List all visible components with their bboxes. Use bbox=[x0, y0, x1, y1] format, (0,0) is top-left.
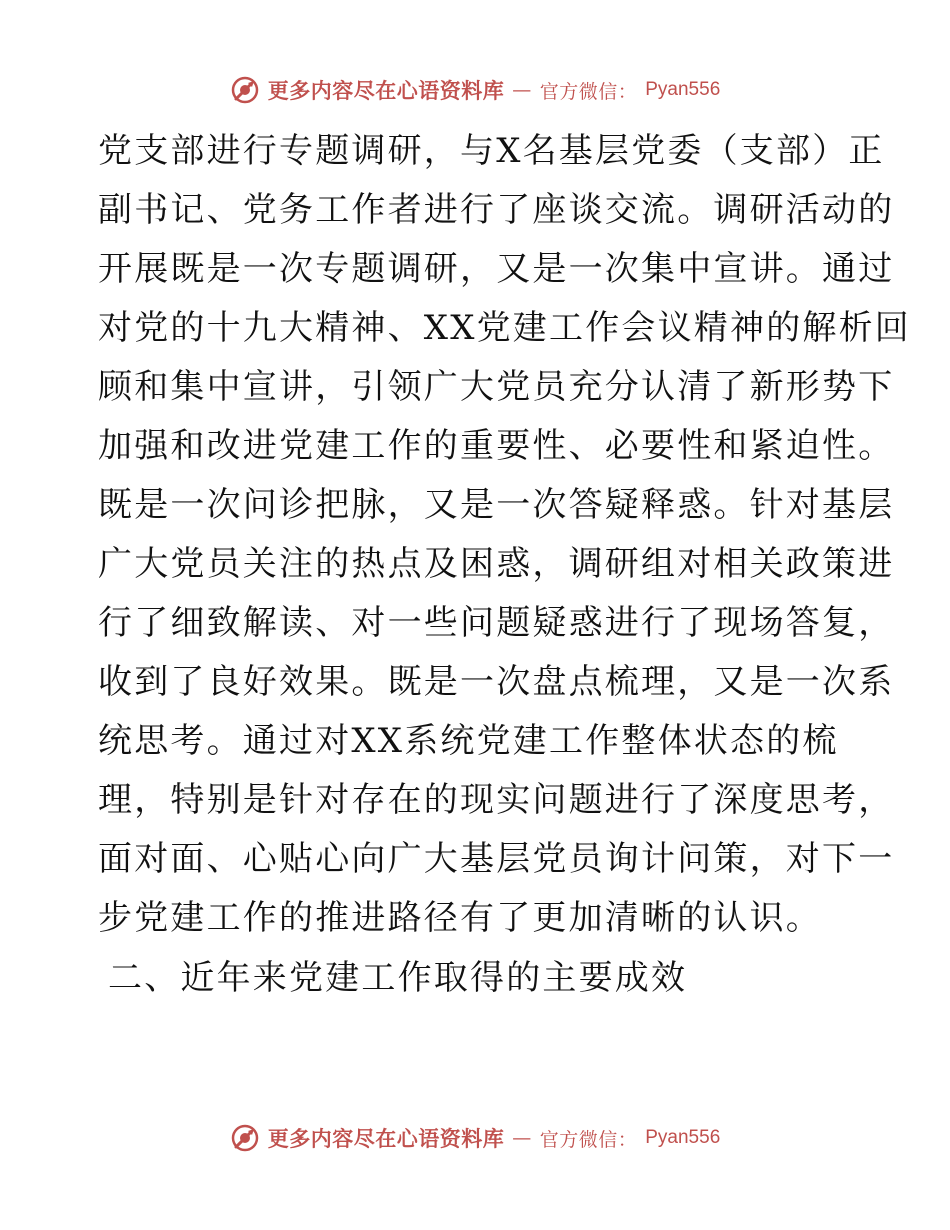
header-watermark bbox=[0, 70, 950, 110]
watermark-wechat-id: Pyan556 bbox=[645, 79, 721, 100]
body-line: 理，特别是针对存在的现实问题进行了深度思考， bbox=[98, 780, 895, 820]
body-line: 党支部进行专题调研，与X名基层党委（支部）正 bbox=[98, 131, 885, 171]
watermark-official-label: 官方微信： bbox=[539, 80, 638, 103]
logo-icon bbox=[230, 1123, 260, 1153]
watermark-wechat-id: Pyan556 bbox=[645, 1127, 721, 1148]
body-line: 统思考。通过对XX系统党建工作整体状态的梳 bbox=[98, 721, 839, 761]
body-line: 对党的十九大精神、XX党建工作会议精神的解析回 bbox=[98, 308, 912, 348]
watermark-dash: — bbox=[512, 1127, 532, 1149]
body-line: 步党建工作的推进路径有了更加清晰的认识。 bbox=[98, 898, 822, 938]
body-line: 开展既是一次专题调研，又是一次集中宣讲。通过 bbox=[98, 249, 895, 289]
watermark-dash: — bbox=[512, 79, 532, 101]
section-heading: 二、近年来党建工作取得的主要成效 bbox=[108, 958, 688, 998]
body-line: 既是一次问诊把脉，又是一次答疑释惑。针对基层 bbox=[98, 485, 895, 525]
body-line: 行了细致解读、对一些问题疑惑进行了现场答复， bbox=[98, 603, 895, 643]
body-line: 广大党员关注的热点及困惑，调研组对相关政策进 bbox=[98, 544, 895, 584]
watermark-official-label: 官方微信： bbox=[539, 1128, 638, 1151]
watermark-main-text: 更多内容尽在心语资料库 bbox=[267, 78, 505, 103]
body-line: 顾和集中宣讲，引领广大党员充分认清了新形势下 bbox=[98, 367, 895, 407]
footer-watermark bbox=[0, 1118, 950, 1158]
body-line: 收到了良好效果。既是一次盘点梳理，又是一次系 bbox=[98, 662, 895, 702]
body-text bbox=[98, 122, 912, 948]
body-line: 加强和改进党建工作的重要性、必要性和紧迫性。 bbox=[98, 426, 895, 466]
watermark-main-text: 更多内容尽在心语资料库 bbox=[267, 1126, 505, 1151]
body-line: 副书记、党务工作者进行了座谈交流。调研活动的 bbox=[98, 190, 895, 230]
logo-icon bbox=[230, 75, 260, 105]
body-line: 面对面、心贴心向广大基层党员询计问策，对下一 bbox=[98, 839, 895, 879]
